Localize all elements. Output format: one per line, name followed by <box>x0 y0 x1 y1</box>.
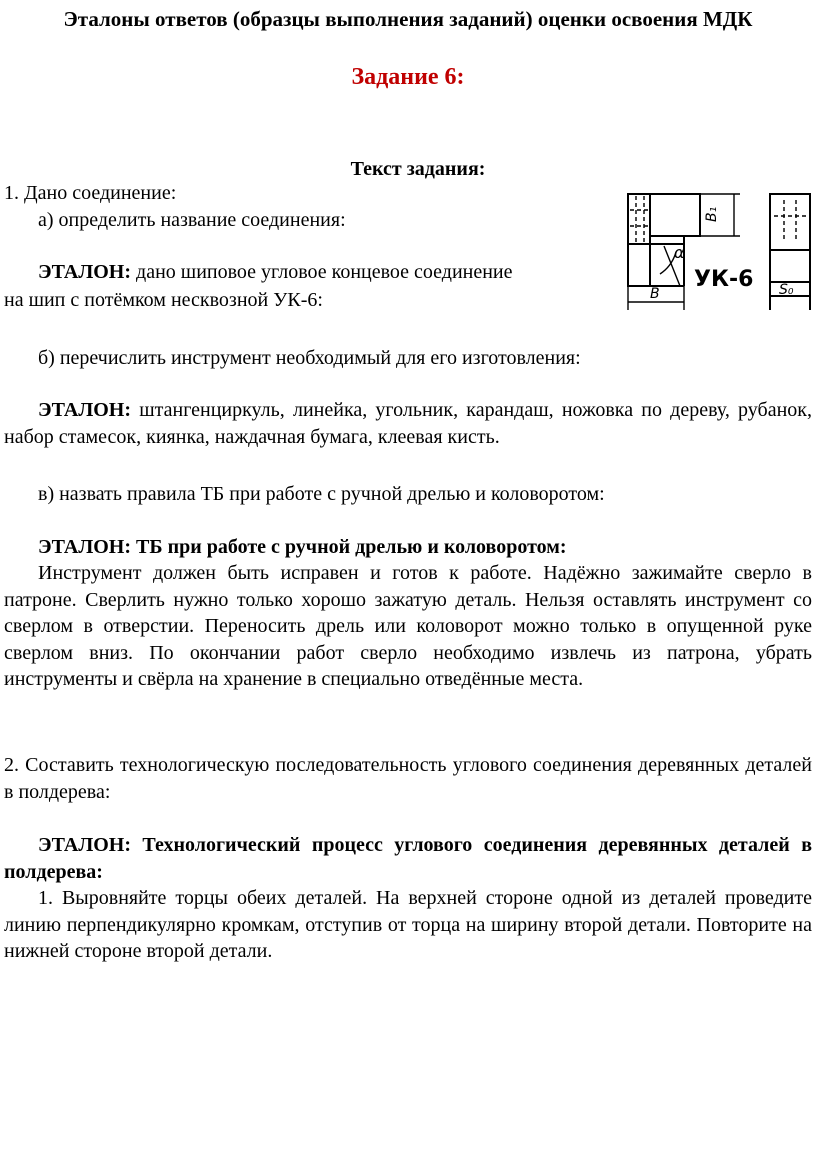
q1-a-answer-line1 <box>38 259 513 285</box>
q1-c-question: в) назвать правила ТБ при работе с ручной дрелью и коловоротом: <box>38 483 605 505</box>
q1-a-answer-label: ЭТАЛОН: <box>38 261 132 283</box>
q1-a-question: а) определить название соединения: <box>38 209 346 231</box>
q1-intro: 1. Дано соединение: <box>4 182 177 204</box>
q1-b-answer-label: ЭТАЛОН: <box>38 399 132 421</box>
horizontal-piece-outline <box>650 194 700 236</box>
dimension-s0-label: S₀ <box>779 282 794 298</box>
q1-b-question: б) перечислить инструмент необходимый для его изготовления: <box>38 347 581 369</box>
q1-a-answer-text: дано шиповое угловое концевое соединение <box>136 261 513 283</box>
task-title: Задание 6: <box>351 64 465 90</box>
q1-c-answer-heading: ЭТАЛОН: ТБ при работе с ручной дрелью и коловоротом: <box>38 536 567 558</box>
q1-b-answer <box>4 397 812 450</box>
q2-answer-heading: ЭТАЛОН: Технологический процесс углового соединения деревянных деталей в полдерева: <box>4 834 812 883</box>
dimension-b-label: B <box>650 286 660 302</box>
document-header-title: Эталоны ответов (образцы выполнения заданий) оценки освоения МДК <box>63 7 753 31</box>
angle-alpha-label: α <box>674 243 685 262</box>
task-text-label: Текст задания: <box>350 158 486 180</box>
q2-step-1: 1. Выровняйте торцы обеих деталей. На верхней стороне одной из деталей проведите линию перпендикулярно кромкам, отступив от торца на ширину второй детали. Повторите на нижней стороне второй детали. <box>4 887 812 963</box>
right-view-outline <box>770 194 810 250</box>
joint-badge-uk6: УК-6 <box>690 266 757 294</box>
dimension-b1-label: B₁ <box>704 206 720 222</box>
q2-question: 2. Составить технологическую последовательность углового соединения деревянных деталей в полдерева: <box>4 754 812 803</box>
left-piece-outline <box>628 194 650 286</box>
q1-c-answer-text: Инструмент должен быть исправен и готов к работе. Надёжно зажимайте сверло в патроне. Сверлить нужно только хорошо зажатую деталь. Нельзя оставлять инструмент со сверлом в отверстии. Переносить дрель или коловорот можно только в опущенной руке сверлом вниз. По окончании работ сверло необходимо извлечь из патрона, убрать инструменты и свёрла на хранение в специально отведённые места. <box>4 562 812 691</box>
q1-b-answer-text: штангенциркуль, линейка, угольник, карандаш, ножовка по дереву, рубанок, набор стамесок, киянка, наждачная бумага, клеевая кисть. <box>4 399 813 448</box>
joint-drawing <box>624 186 814 316</box>
q1-a-answer-line2: на шип с потёмком несквозной УК-6: <box>4 289 323 311</box>
